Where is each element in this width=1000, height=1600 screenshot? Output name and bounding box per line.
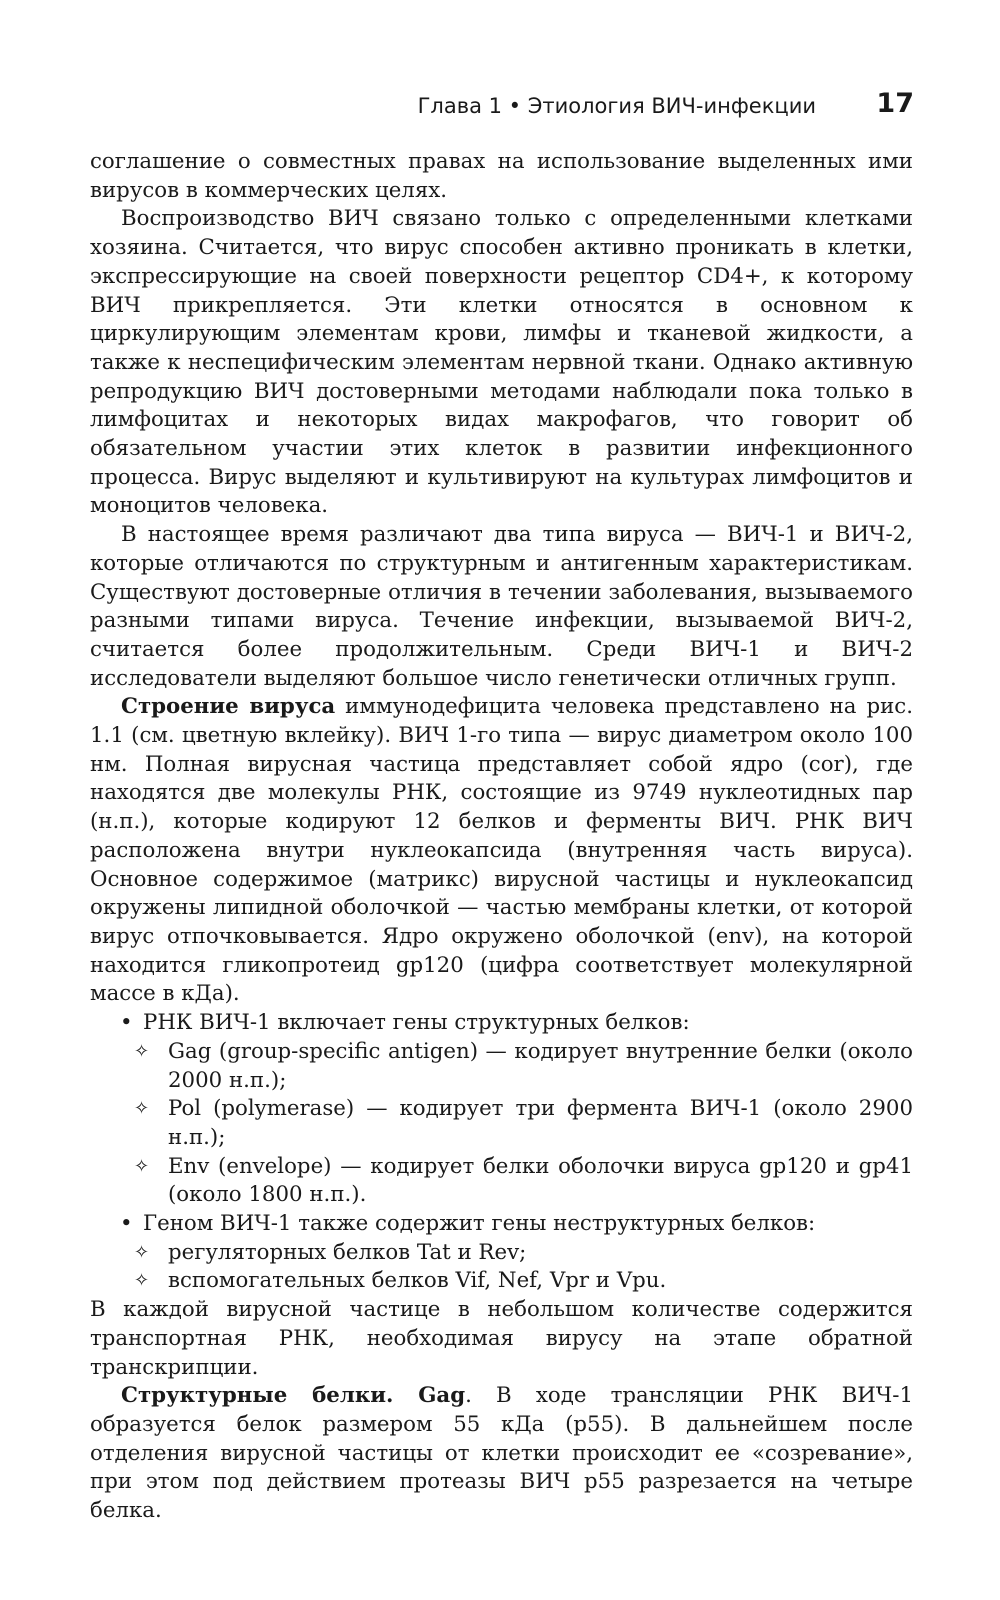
diamond-icon: ✧ (134, 1155, 150, 1177)
list-item-text: Геном ВИЧ-1 также содержит гены неструктурных белков: (143, 1211, 816, 1237)
sublist-item (90, 1267, 913, 1296)
diamond-icon: ✧ (134, 1098, 150, 1120)
list-item (90, 1009, 913, 1210)
main-text (90, 148, 913, 1526)
diamond-icon: ✧ (134, 1270, 150, 1292)
paragraph-continuation: соглашение о совместных правах на использование выделенных ими вирусов в коммерческих целях. (90, 149, 913, 203)
bullet-icon: • (120, 1211, 133, 1237)
sublist-nonstructural (134, 1239, 913, 1296)
sublist-item-text: Env (envelope) — кодирует белки оболочки вируса gp120 и gp41 (около 1800 н.п.). (168, 1153, 913, 1208)
paragraph-structural-proteins (90, 1382, 913, 1526)
structural-proteins-heading: Структурные белки. Gag (121, 1383, 466, 1409)
sublist-structural (134, 1038, 913, 1210)
sublist-item (90, 1038, 913, 1095)
paragraph-transport-rna: В каждой вирусной частице в небольшом количестве содержится транспортная РНК, необходимая вирусу на этапе обратной транскрипции. (90, 1297, 913, 1380)
chapter-title: Глава 1 • Этиология ВИЧ-инфекции (417, 94, 816, 118)
structural-proteins-text: . В ходе трансляции РНК ВИЧ-1 образуется белок размером 55 кДа (p55). В дальнейшем после отделения вирусной частицы от клетки происходит ее «созревание», при этом под действием протеазы ВИЧ p55 разрезается на четыре белка. (90, 1383, 914, 1524)
bullet-icon: • (120, 1010, 133, 1036)
structure-text: иммунодефицита человека представлено на рис. 1.1 (см. цветную вклейку). ВИЧ 1-го типа — вирус диаметром около 100 нм. Полная вирусная частица представляет собой ядро (cor), где находятся две молекулы РНК, состоящие из 9749 нуклеотидных пар (н.п.), которые кодируют 12 белков и ферменты ВИЧ. РНК ВИЧ расположена внутри нуклеокапсида (внутренняя часть вируса). Основное содержимое (матрикс) вирусной частицы и нуклеокапсид окружены липидной оболочкой — частью мембраны клетки, от которой вирус отпочковывается. Ядро окружено оболочкой (env), на которой находится гликопротеид gp120 (цифра соответствует молекулярной массе в кДа). (90, 694, 913, 1007)
structure-heading: Строение вируса (121, 694, 336, 720)
list-item (90, 1210, 913, 1296)
sublist-item (90, 1153, 913, 1210)
sublist-item (90, 1095, 913, 1152)
diamond-icon: ✧ (134, 1040, 150, 1062)
sublist-item (90, 1239, 913, 1268)
sublist-item-text: регуляторных белков Tat и Rev; (168, 1239, 527, 1265)
page-number: 17 (876, 88, 914, 119)
paragraph-virus-types: В настоящее время различают два типа вируса — ВИЧ-1 и ВИЧ-2, которые отличаются по структурным и антигенным характеристикам. Существуют достоверные отличия в течении заболевания, вызываемого разными типами вируса. Течение инфекции, вызываемой ВИЧ-2, считается более продолжительным. Среди ВИЧ-1 и ВИЧ-2 исследователи выделяют большое число генетически отличных групп. (90, 522, 913, 691)
sublist-item-text: Gag (group-specific antigen) — кодирует внутренние белки (около 2000 н.п.); (168, 1038, 913, 1093)
paragraph-virus-structure (90, 693, 913, 1009)
diamond-icon: ✧ (134, 1241, 150, 1263)
paragraph-reproduction: Воспроизводство ВИЧ связано только с определенными клетками хозяина. Считается, что вирус способен активно проникать в клетки, экспрессирующие на своей поверхности рецептор CD4+, к которому ВИЧ прикрепляется. Эти клетки относятся в основном к циркулирующим элементам крови, лимфы и тканевой жидкости, а также к неспецифическим элементам нервной ткани. Однако активную репродукцию ВИЧ достоверными методами наблюдали пока только в лимфоцитах и некоторых видах макрофагов, что говорит об обязательном участии этих клеток в развитии инфекционного процесса. Вирус выделяют и культивируют на культурах лимфоцитов и моноцитов человека. (90, 206, 913, 519)
list-item-text: РНК ВИЧ-1 включает гены структурных белков: (143, 1010, 690, 1036)
sublist-item-text: вспомогательных белков Vif, Nef, Vpr и Vpu. (168, 1268, 667, 1294)
running-header (90, 86, 914, 126)
gene-list (90, 1009, 913, 1296)
sublist-item-text: Pol (polymerase) — кодирует три фермента ВИЧ-1 (около 2900 н.п.); (168, 1096, 913, 1150)
